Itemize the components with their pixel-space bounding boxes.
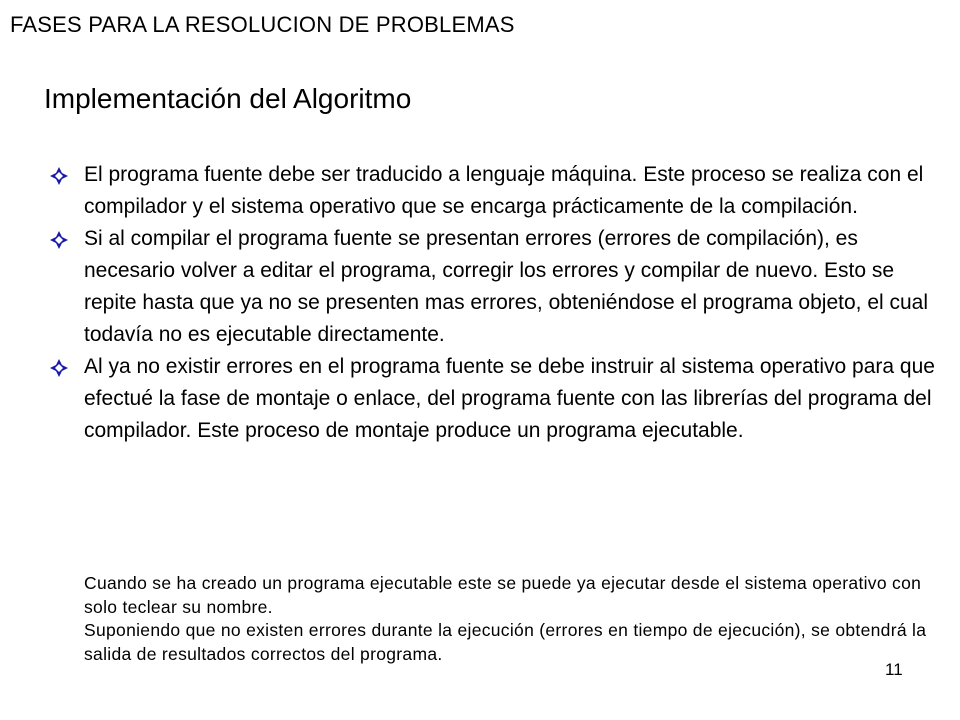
bullet-text: Al ya no existir errores en el programa fuente se debe instruir al sistema operativo para que efectué la fase de montaje o enlace, del programa fuente con las librerías del programa del compilador. Este proceso de montaje produce un programa ejecutable. [84, 355, 935, 442]
bullet-item [50, 351, 950, 447]
bullet-list [50, 159, 950, 447]
diamond-bullet-icon [50, 359, 68, 377]
diamond-bullet-icon [50, 167, 68, 185]
bullet-text: El programa fuente debe ser traducido a lenguaje máquina. Este proceso se realiza con el compilador y el sistema operativo que se encarga prácticamente de la compilación. [84, 163, 924, 218]
diamond-bullet-icon [50, 231, 68, 249]
note-paragraph: Cuando se ha creado un programa ejecutable este se puede ya ejecutar desde el sistema operativo con solo teclear su nombre. [84, 573, 922, 617]
page-number: 11 [885, 660, 903, 679]
note-block [84, 572, 944, 666]
bullet-text: Si al compilar el programa fuente se presentan errores (errores de compilación), es necesario volver a editar el programa, corregir los errores y compilar de nuevo. Esto se repite hasta que ya no se presenten mas errores, obteniéndose el programa objeto, el cual todavía no es ejecutable directamente. [84, 227, 929, 346]
bullet-item [50, 159, 950, 223]
slide-subtitle: Implementación del Algoritmo [44, 83, 412, 114]
note-paragraph: Suponiendo que no existen errores durante la ejecución (errores en tiempo de ejecución), se obtendrá la salida de resultados correctos del programa. [84, 620, 927, 664]
bullet-item [50, 223, 950, 351]
slide-header: FASES PARA LA RESOLUCION DE PROBLEMAS [10, 12, 515, 37]
